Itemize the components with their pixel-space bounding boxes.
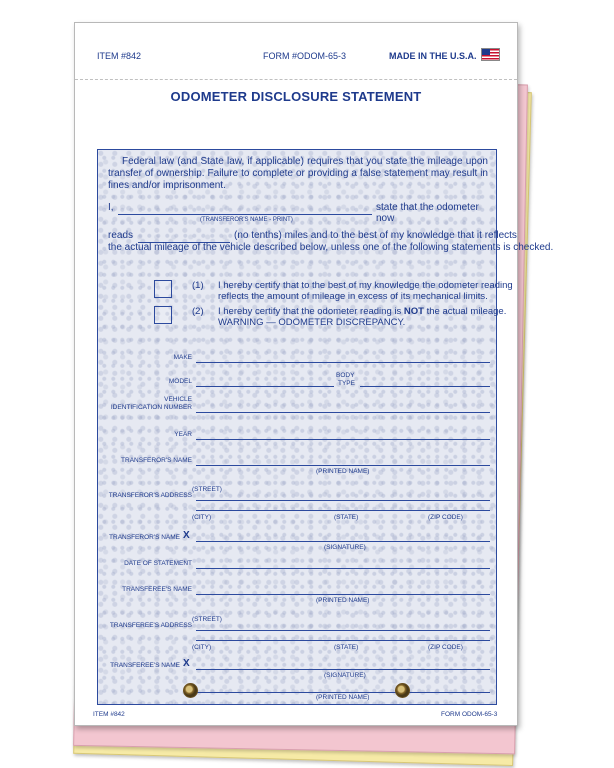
transferor-printed-name-caption: (PRINTED NAME)	[316, 468, 370, 475]
transferor-state-caption: (STATE)	[334, 514, 359, 521]
transferor-city-caption: (CITY)	[192, 514, 212, 521]
statement-2-number: (2)	[192, 306, 204, 317]
transferee-signature-label: TRANSFEREE'S NAME	[110, 662, 180, 669]
model-label: MODEL	[168, 378, 192, 385]
form-panel	[97, 149, 554, 705]
transferor-street-caption: (STREET)	[192, 486, 222, 493]
transferor-x-mark: X	[183, 530, 190, 541]
us-flag-icon	[481, 48, 500, 61]
reads-text: (no tenths) miles and to the best of my knowledge that it reflects	[234, 230, 517, 241]
make-field[interactable]	[196, 362, 490, 363]
transferee-address-label: TRANSFEREE'S ADDRESS	[109, 622, 192, 629]
statement-1-number: (1)	[192, 280, 204, 291]
footer-item-number: ITEM #842	[93, 711, 125, 718]
model-field[interactable]	[196, 386, 334, 387]
transferee-zip-caption: (ZIP CODE)	[428, 644, 463, 651]
transferee-x-mark: X	[183, 658, 190, 669]
transferor-name-field[interactable]	[196, 465, 490, 466]
body-type-field[interactable]	[360, 386, 490, 387]
make-label: MAKE	[173, 354, 192, 361]
transferee-state-caption: (STATE)	[334, 644, 359, 651]
transferee-street-caption: (STREET)	[192, 616, 222, 623]
transferor-address-label: TRANSFEROR'S ADDRESS	[108, 492, 192, 499]
transferee-printed-name-field[interactable]	[196, 692, 490, 693]
statement-1-line-2: reflects the amount of mileage in excess of its mechanical limits.	[218, 291, 488, 302]
statement-1-checkbox[interactable]	[154, 280, 172, 298]
actual-mileage-text: the actual mileage of the vehicle described below, unless one of the following statements is checked.	[108, 242, 554, 253]
binding-grommet-right	[395, 683, 410, 698]
transferee-final-printed-name-caption: (PRINTED NAME)	[316, 694, 370, 701]
transferee-city-caption: (CITY)	[192, 644, 212, 651]
year-field[interactable]	[196, 439, 490, 440]
transferor-signature-label: TRANSFEROR'S NAME	[109, 534, 180, 541]
reads-label: reads	[108, 230, 134, 241]
transferor-zip-caption: (ZIP CODE)	[428, 514, 463, 521]
page-title: ODOMETER DISCLOSURE STATEMENT	[170, 89, 422, 104]
transferor-signature-caption: (SIGNATURE)	[324, 544, 366, 551]
transferee-city-state-zip-field[interactable]	[196, 640, 490, 641]
statement-2-line-2: WARNING — ODOMETER DISCREPANCY.	[218, 317, 406, 328]
vin-label-1: VEHICLE	[164, 396, 192, 403]
transferor-city-state-zip-field[interactable]	[196, 510, 490, 511]
transferee-signature-field[interactable]	[196, 669, 490, 670]
transferor-street-field[interactable]	[196, 500, 490, 501]
statement-2-not: NOT	[403, 306, 424, 317]
body-type-label-1: BODY	[336, 372, 355, 379]
made-in-usa-label: MADE IN THE U.S.A.	[389, 51, 477, 61]
footer-form-number: FORM ODOM-65-3	[441, 711, 498, 718]
transferee-street-field[interactable]	[196, 630, 490, 631]
transferee-name-label: TRANSFEREE'S NAME	[122, 586, 192, 593]
date-of-statement-label: DATE OF STATEMENT	[124, 560, 192, 567]
perforation-line	[75, 79, 517, 80]
transferor-signature-field[interactable]	[196, 541, 490, 542]
state-text: state that the odometer now	[376, 202, 479, 224]
white-form-sheet	[74, 22, 554, 726]
transferee-name-field[interactable]	[196, 594, 490, 595]
date-of-statement-field[interactable]	[196, 568, 490, 569]
year-label: YEAR	[174, 431, 192, 438]
statement-1-line-1: I hereby certify that to the best of my knowledge the odometer reading	[218, 280, 513, 291]
intro-paragraph: Federal law (and State law, if applicable) requires that you state the mileage upon transfer of ownership. Failure to complete or providing a false statement may result in fines and/or imprisonment.	[108, 156, 488, 191]
statement-2-line-1	[218, 306, 506, 317]
binding-grommet-left	[183, 683, 198, 698]
transferor-name-print-field[interactable]	[118, 214, 372, 215]
statement-2-checkbox[interactable]	[154, 306, 172, 324]
vin-field[interactable]	[196, 412, 490, 413]
i-label: I,	[108, 202, 114, 213]
item-number: ITEM #842	[97, 51, 142, 61]
form-number: FORM #ODOM-65-3	[263, 51, 347, 61]
transferee-signature-caption: (SIGNATURE)	[324, 672, 366, 679]
statement-2-text-b: the actual mileage.	[423, 306, 507, 317]
vin-label-2: IDENTIFICATION NUMBER	[110, 404, 192, 411]
statement-2-text-a: I hereby certify that the odometer reading is	[218, 306, 404, 317]
transferor-name-caption: (TRANSFEROR'S NAME - PRINT)	[200, 217, 293, 223]
transferee-printed-name-caption: (PRINTED NAME)	[316, 597, 370, 604]
body-type-label-2: TYPE	[338, 380, 355, 387]
transferor-name-label: TRANSFEROR'S NAME	[121, 457, 192, 464]
